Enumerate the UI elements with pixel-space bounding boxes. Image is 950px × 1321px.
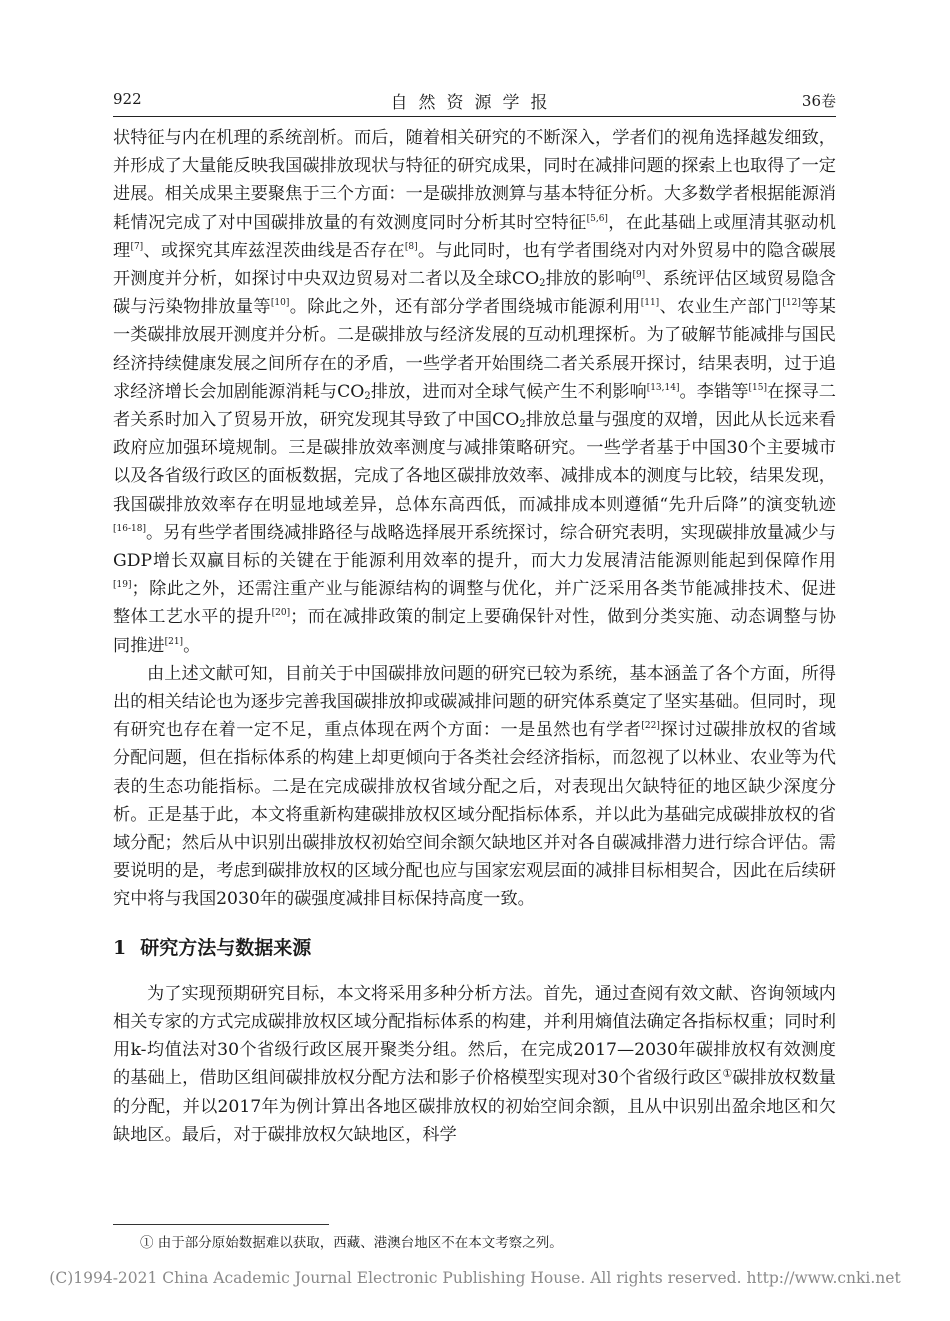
footnote: ① 由于部分原始数据难以获取，西藏、港澳台地区不在本文考察之列。 [140,1235,563,1251]
citation[interactable]: [10] [270,298,290,309]
footnote-marker[interactable]: ① [722,1067,733,1081]
citation[interactable]: [15] [748,382,767,393]
citation[interactable]: [19] [113,580,132,591]
citation[interactable]: [20] [271,608,291,619]
citation[interactable]: [5,6] [586,213,608,224]
paragraph-literature-review: 状特征与内在机理的系统剖析。而后，随着相关研究的不断深入，学者们的视角选择越发细致，并形成了大量能反映我国碳排放现状与特征的研究成果，同时在减排问题的探索上也取得了一定进展。相关成果主要聚焦于三个方面：一是碳排放测算与基本特征分析。大多数学者根据能源消耗情况完成了对中国碳排放量的有效测度同时分析其时空特征[5,6]，在此基础上或厘清其驱动机理[7]、或探究其库兹涅茨曲线是否存在[8]。与此同时，也有学者围绕对内对外贸易中的隐含碳展开测度并分析，如探讨中央双边贸易对二者以及全球$CO_2$排放的影响[9]、系统评估区域贸易隐含碳与污染物排放量等[10]。除此之外，还有部分学者围绕城市能源利用[11]、农业生产部门[12]等某一类碳排放展开测度并分析。二是碳排放与经济发展的互动机理探析。为了破解节能减排与国民经济持续健康发展之间所存在的矛盾，一些学者开始围绕二者关系展开探讨，结果表明，过于追求经济增长会加剧能源消耗与$CO_2$排放，进而对全球气候产生不利影响[13,14]。李锴等[15]在探寻二者关系时加入了贸易开放，研究发现其导致了中国$CO_2$排放总量与强度的双增，因此从长远来看政府应加强环境规制。三是碳排放效率测度与减排策略研究。一些学者基于中国30个主要城市以及各省级行政区的面板数据，完成了各地区碳排放效率、减排成本的测度与比较，结果发现，我国碳排放效率存在明显地域差异，总体东高西低，而减排成本则遵循“先升后降”的演变轨迹[16-18]。另有些学者围绕减排路径与战略选择展开系统探讨，综合研究表明，实现碳排放量减少与GDP增长双赢目标的关键在于能源利用效率的提升，而大力发展清洁能源则能起到保障作用[19]；除此之外，还需注重产业与能源结构的调整与优化，并广泛采用各类节能减排技术、促进整体工艺水平的提升[20]；而在减排政策的制定上要确保针对性，做到分类实施、动态调整与协同推进[21]。 [113,128,836,656]
citation[interactable]: [13,14] [646,382,680,393]
citation[interactable]: [12] [782,298,801,309]
header-divider [113,116,836,117]
footnote-divider [113,1224,329,1225]
section-title: 研究方法与数据来源 [140,936,312,959]
citation[interactable]: [21] [164,636,184,647]
journal-title: 自然资源学报 [390,93,559,113]
section-number: 1 [113,936,127,959]
citation[interactable]: [9] [632,270,646,281]
page-number: 922 [113,90,142,108]
article-body [113,124,836,1149]
citation[interactable]: [16-18] [113,523,146,534]
copyright-watermark: (C)1994-2021 China Academic Journal Electronic Publishing House. All rights reserved. http://www.cnki.net [49,1269,901,1287]
paragraph-research-gap: 由上述文献可知，目前关于中国碳排放问题的研究已较为系统，基本涵盖了各个方面，所得出的相关结论也为逐步完善我国碳排放抑或碳减排问题的研究体系奠定了坚实基础。但同时，现有研究也存在着一定不足，重点体现在两个方面：一是虽然也有学者[22]探讨过碳排放权的省域分配问题，但在指标体系的构建上却更倾向于各类社会经济指标，而忽视了以林业、农业等为代表的生态功能指标。二是在完成碳排放权省域分配之后，对表现出欠缺特征的地区缺少深度分析。正是基于此，本文将重新构建碳排放权区域分配指标体系，并以此为基础完成碳排放权的省域分配；然后从中识别出碳排放权初始空间余额欠缺地区并对各自碳减排潜力进行综合评估。需要说明的是，考虑到碳排放权的区域分配也应与国家宏观层面的减排目标相契合，因此在后续研究中将与我国2030年的碳强度减排目标保持高度一致。 [113,663,836,910]
paragraph-methods: 为了实现预期研究目标，本文将采用多种分析方法。首先，通过查阅有效文献、咨询领域内相关专家的方式完成碳排放权区域分配指标体系的构建，并利用熵值法确定各指标权重；同时利用k-均值法对30个省级行政区展开聚类分组。然后，在完成2017—2030年碳排放权有效测度的基础上，借助区组间碳排放权分配方法和影子价格模型实现对30个省级行政区①碳排放权数量的分配，并以2017年为例计算出各地区碳排放权的初始空间余额，且从中识别出盈余地区和欠缺地区。最后，对于碳排放权欠缺地区，科学 [113,983,836,1145]
citation[interactable]: [7] [130,241,144,252]
section-heading [113,934,836,962]
citation[interactable]: [8] [404,241,418,252]
volume-label: 36卷 [801,92,836,110]
page-header [113,88,836,114]
citation[interactable]: [11] [640,298,660,309]
citation[interactable]: [22] [641,721,660,732]
